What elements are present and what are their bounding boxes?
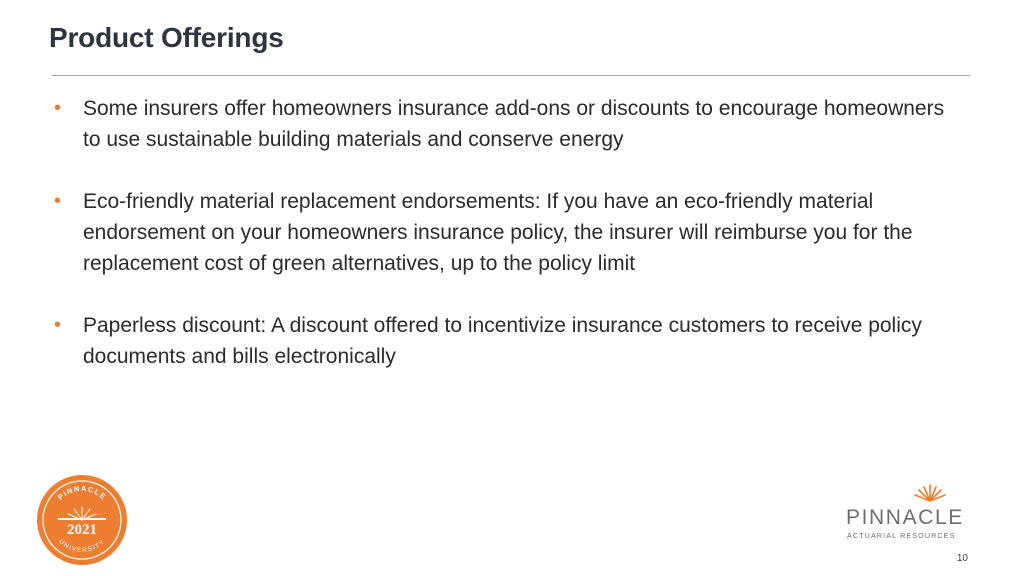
sunburst-icon [915, 485, 945, 501]
bullet-dot-icon: • [54, 314, 62, 336]
bullet-list [54, 93, 964, 403]
seal-year: 2021 [67, 522, 97, 538]
bullet-item [54, 186, 964, 279]
bullet-dot-icon: • [54, 97, 62, 119]
bullet-text: Some insurers offer homeowners insurance add-ons or discounts to encourage homeowners to use sustainable building materials and conserve energy [83, 97, 945, 151]
bullet-item [54, 310, 964, 372]
logo-tagline: ACTUARIAL RESOURCES [847, 531, 956, 540]
bullet-text: Eco-friendly material replacement endorsements: If you have an eco-friendly material endorsement on your homeowners insurance policy, the insurer will reimburse you for the replacement cost of green alternatives, up to the policy limit [83, 190, 913, 275]
seal-top-text: PINNACLE [55, 483, 109, 502]
page-number: 10 [956, 553, 968, 564]
bullet-dot-icon: • [54, 190, 62, 212]
bullet-item [54, 93, 964, 155]
pinnacle-university-seal-icon [36, 474, 128, 566]
seal-bottom-text: UNIVERSITY [57, 538, 107, 555]
logo-name: PINNACLE [846, 506, 964, 529]
pinnacle-logo [842, 482, 976, 542]
bullet-text: Paperless discount: A discount offered to incentivize insurance customers to receive policy documents and bills electronically [83, 314, 922, 368]
slide-title: Product Offerings [49, 22, 284, 53]
title-divider [52, 75, 970, 76]
